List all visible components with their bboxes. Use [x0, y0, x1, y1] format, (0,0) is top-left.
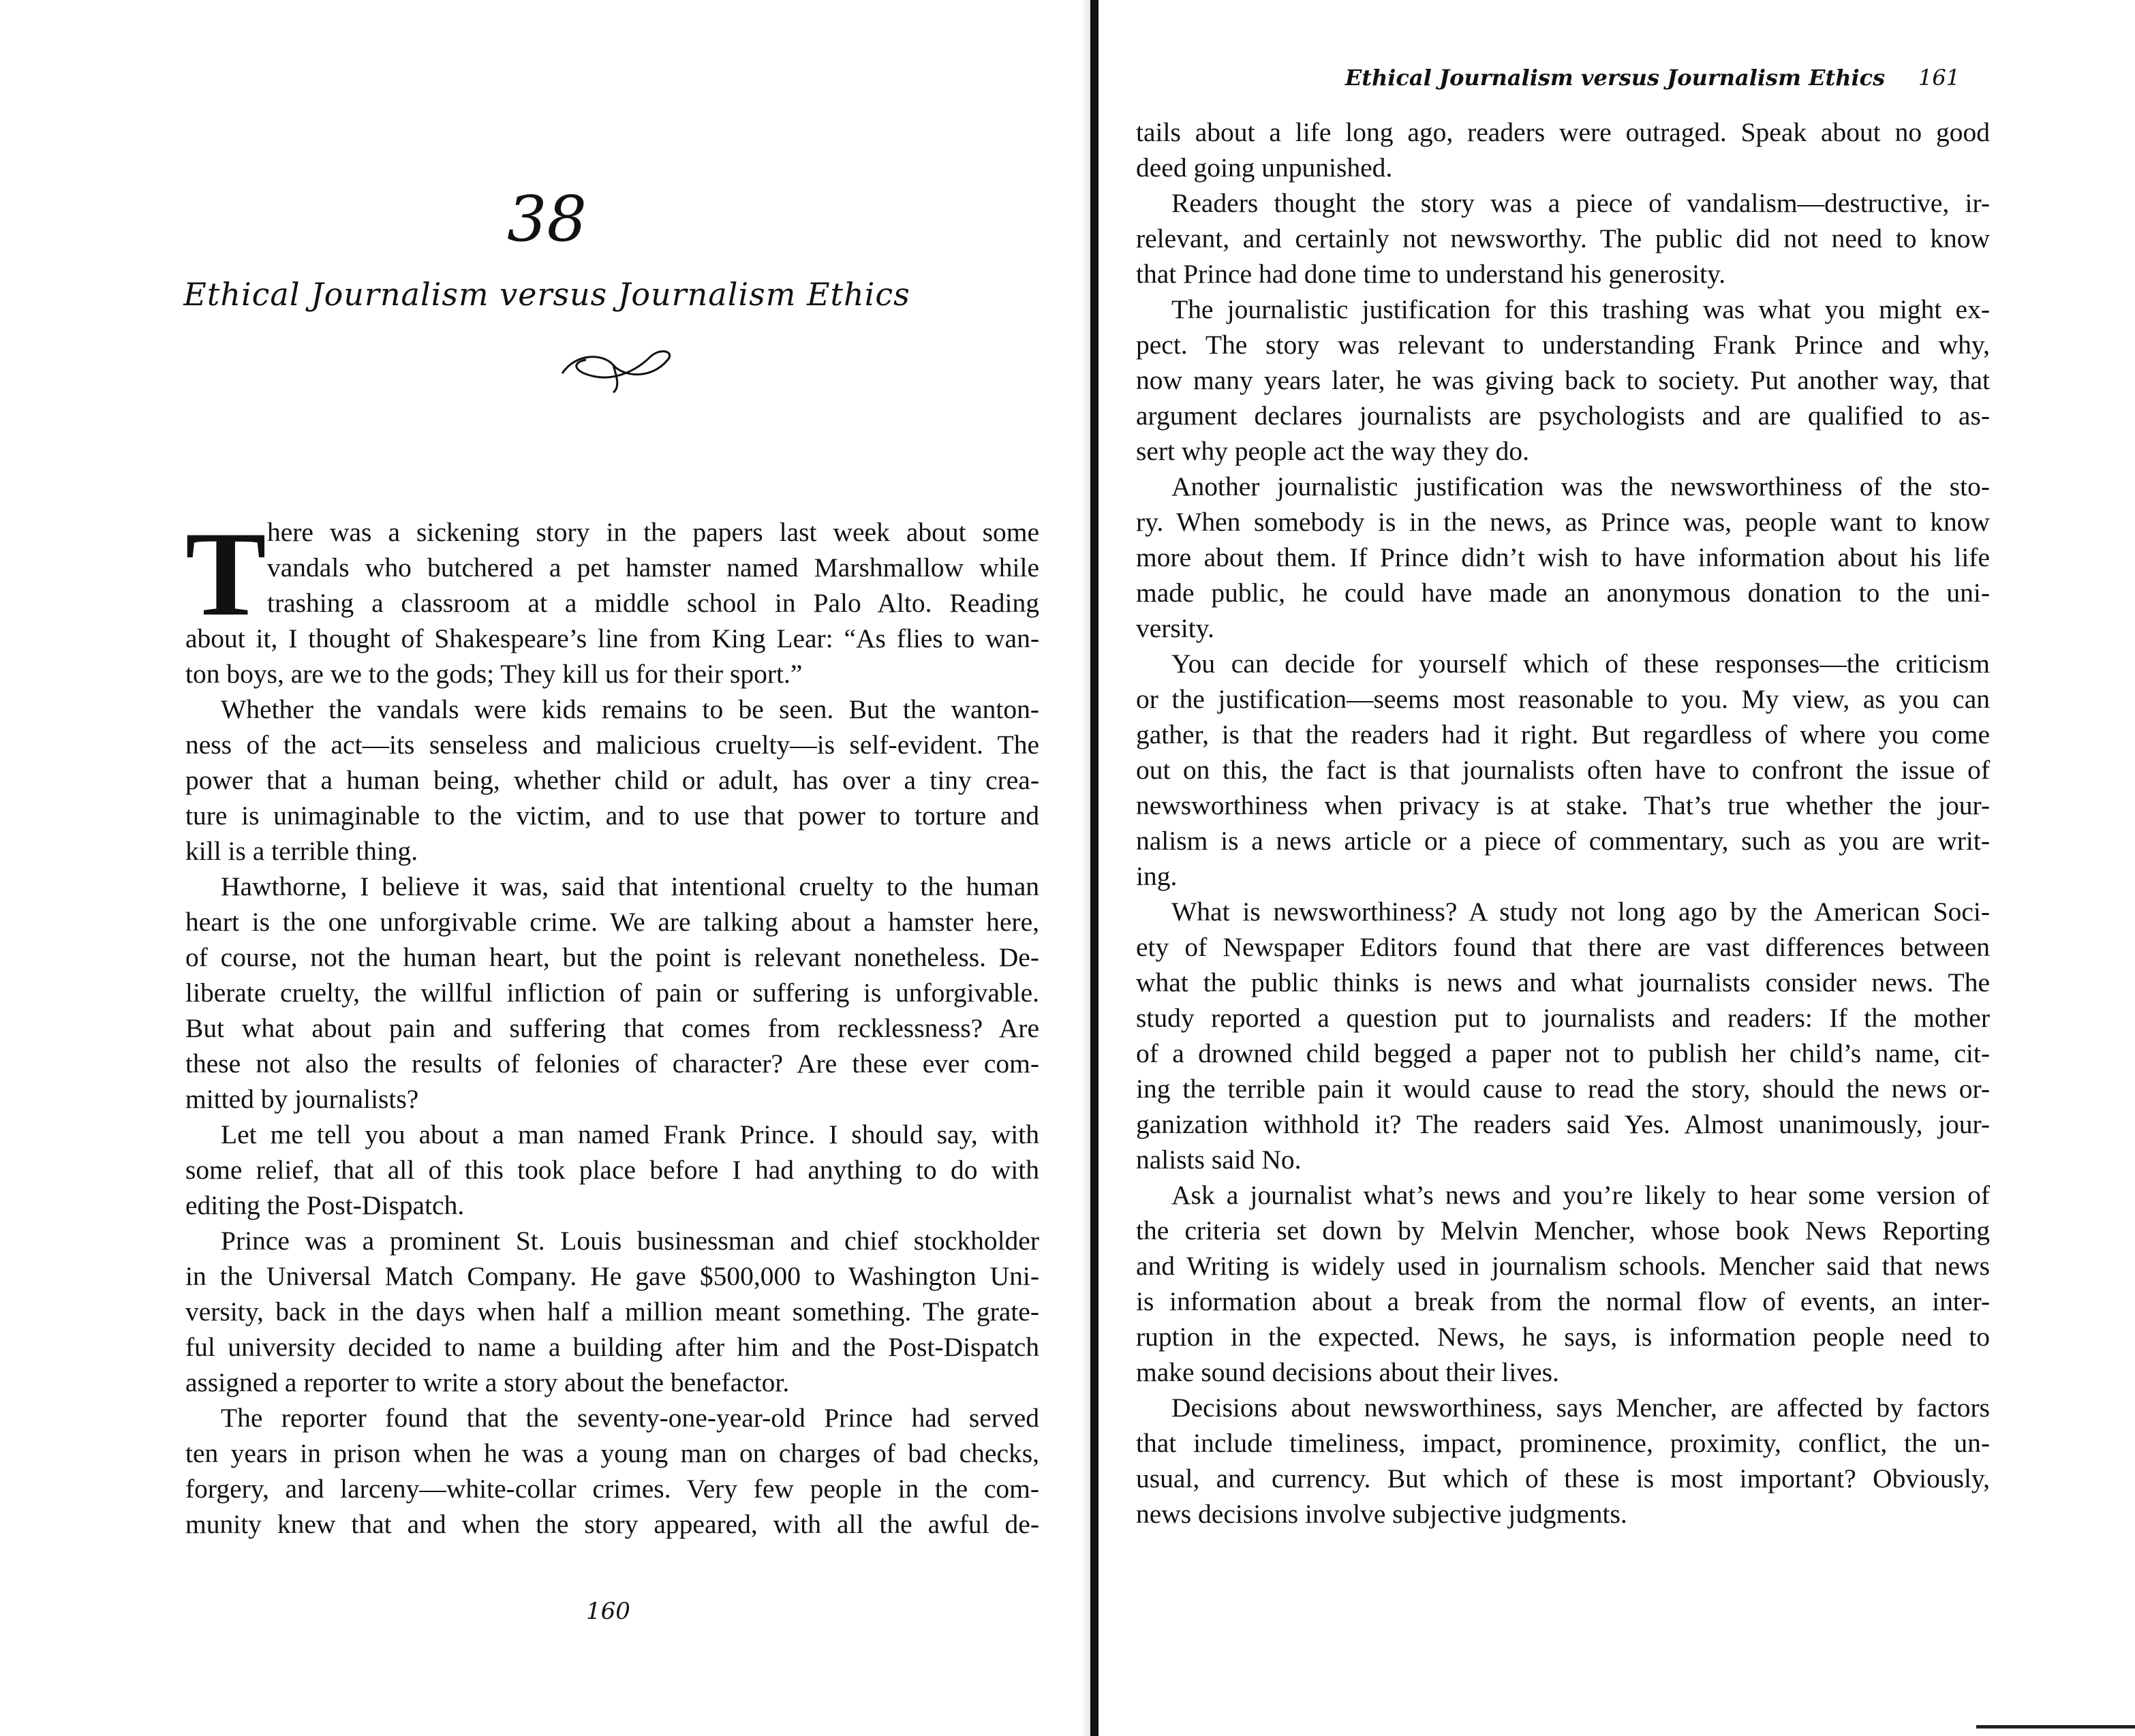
- text-line: Let me tell you about a man named Frank Prince. I should say, with: [221, 1119, 1039, 1149]
- text-line: ing the terrible pain it would cause to read the story, should the news or-: [1136, 1074, 1990, 1104]
- text-line: Readers thought the story was a piece of vandalism—destructive, ir-: [1171, 188, 1990, 218]
- text-line: out on this, the fact is that journalists often have to confront the issue of: [1136, 755, 1990, 785]
- text-line: or the justification—seems most reasonable to you. My view, as you can: [1136, 684, 1990, 714]
- text-line: that include timeliness, impact, prominence, proximity, conflict, the un-: [1136, 1428, 1990, 1458]
- text-line: news decisions involve subjective judgments.: [1136, 1499, 1627, 1529]
- text-line: now many years later, he was giving back to society. Put another way, that: [1136, 365, 1990, 395]
- text-line: of a drowned child begged a paper not to publish her child’s name, cit-: [1136, 1038, 1990, 1068]
- text-line: Ask a journalist what’s news and you’re likely to hear some version of: [1171, 1180, 1990, 1210]
- chapter-title: Ethical Journalism versus Journalism Ethics: [183, 276, 910, 313]
- text-line: here was a sickening story in the papers last week about some: [267, 517, 1039, 547]
- text-line: make sound decisions about their lives.: [1136, 1357, 1559, 1387]
- text-line: mitted by journalists?: [185, 1084, 419, 1114]
- text-line: liberate cruelty, the willful infliction of pain or suffering is unforgivable.: [185, 978, 1039, 1008]
- text-line: Prince was a prominent St. Louis businessman and chief stockholder: [221, 1226, 1039, 1256]
- text-line: made public, he could have made an anonymous donation to the uni-: [1136, 578, 1990, 608]
- text-line: ful university decided to name a building after him and the Post-Dispatch: [185, 1332, 1039, 1362]
- text-line: versity.: [1136, 613, 1214, 643]
- text-line: But what about pain and suffering that comes from recklessness? Are: [185, 1013, 1039, 1043]
- text-line: kill is a terrible thing.: [185, 836, 418, 866]
- text-line: that Prince had done time to understand his generosity.: [1136, 259, 1726, 289]
- text-line: editing the Post-Dispatch.: [185, 1190, 465, 1220]
- text-line: Whether the vandals were kids remains to be seen. But the wanton-: [221, 694, 1039, 724]
- text-line: some relief, that all of this took place before I had anything to do with: [185, 1155, 1039, 1185]
- text-line: more about them. If Prince didn’t wish to have information about his life: [1136, 542, 1990, 572]
- text-line: study reported a question put to journalists and readers: If the mother: [1136, 1003, 1990, 1033]
- chapter-number: 38: [506, 183, 587, 255]
- text-line: ry. When somebody is in the news, as Prince was, people want to know: [1136, 507, 1990, 537]
- text-line: Decisions about newsworthiness, says Mencher, are affected by factors: [1171, 1393, 1990, 1423]
- text-line: ruption in the expected. News, he says, is information people need to: [1136, 1322, 1990, 1352]
- book-gutter: [1090, 0, 1099, 1736]
- text-line: about it, I thought of Shakespeare’s line from King Lear: “As flies to wan-: [185, 623, 1039, 653]
- text-line: in the Universal Match Company. He gave $500,000 to Washington Uni-: [185, 1261, 1039, 1291]
- text-line: gather, is that the readers had it right. But regardless of where you come: [1136, 719, 1990, 749]
- text-line: assigned a reporter to write a story about the benefactor.: [185, 1367, 790, 1397]
- text-line: usual, and currency. But which of these is most important? Obviously,: [1136, 1463, 1990, 1493]
- text-line: You can decide for yourself which of these responses—the criticism: [1171, 649, 1990, 679]
- text-line: deed going unpunished.: [1136, 153, 1393, 183]
- flourish-ornament-icon: [549, 339, 685, 394]
- text-line: ten years in prison when he was a young man on charges of bad checks,: [185, 1438, 1039, 1468]
- page-number-right: 161: [1918, 65, 1961, 91]
- text-line: forgery, and larceny—white-collar crimes. Very few people in the com-: [185, 1474, 1039, 1504]
- text-line: ture is unimaginable to the victim, and to use that power to torture and: [185, 801, 1039, 831]
- text-line: tails about a life long ago, readers were outraged. Speak about no good: [1136, 117, 1990, 147]
- text-line: ness of the act—its senseless and malicious cruelty—is self-evident. The: [185, 730, 1039, 760]
- text-line: argument declares journalists are psychologists and are qualified to as-: [1136, 401, 1990, 431]
- scan-edge-rule: [1976, 1725, 2135, 1729]
- right-body-text: [1136, 114, 1990, 1532]
- text-line: newsworthiness when privacy is at stake. That’s true whether the jour-: [1136, 790, 1990, 820]
- text-line: sert why people act the way they do.: [1136, 436, 1529, 466]
- text-line: trashing a classroom at a middle school in Palo Alto. Reading: [267, 588, 1039, 618]
- text-line: what the public thinks is news and what journalists consider news. The: [1136, 967, 1990, 997]
- right-page: [1104, 0, 2135, 1736]
- text-line: the criteria set down by Melvin Mencher, whose book News Reporting: [1136, 1215, 1990, 1245]
- text-line: heart is the one unforgivable crime. We are talking about a hamster here,: [185, 907, 1039, 937]
- text-line: ety of Newspaper Editors found that there are vast differences between: [1136, 932, 1990, 962]
- text-line: these not also the results of felonies of character? Are these ever com-: [185, 1049, 1039, 1079]
- text-line: power that a human being, whether child or adult, has over a tiny crea-: [185, 765, 1039, 795]
- text-line: ganization withhold it? The readers said Yes. Almost unanimously, jour-: [1136, 1109, 1990, 1139]
- text-line: Hawthorne, I believe it was, said that intentional cruelty to the human: [221, 871, 1039, 901]
- text-line: The journalistic justification for this trashing was what you might ex-: [1171, 294, 1990, 324]
- gutter-shadow: [1081, 0, 1090, 1736]
- text-line: of course, not the human heart, but the point is relevant nonetheless. De-: [185, 942, 1039, 972]
- page-number-left: 160: [586, 1598, 630, 1625]
- left-body-text: [185, 506, 1039, 1542]
- text-line: and Writing is widely used in journalism schools. Mencher said that news: [1136, 1251, 1990, 1281]
- text-line: The reporter found that the seventy-one-year-old Prince had served: [221, 1403, 1039, 1433]
- text-line: What is newsworthiness? A study not long ago by the American Soci-: [1171, 897, 1990, 927]
- text-line: versity, back in the days when half a million meant something. The grate-: [185, 1297, 1039, 1327]
- running-head: Ethical Journalism versus Journalism Ethics: [1345, 65, 1886, 91]
- text-line: relevant, and certainly not newsworthy. The public did not need to know: [1136, 223, 1990, 253]
- text-line: Another journalistic justification was the newsworthiness of the sto-: [1171, 471, 1990, 501]
- text-line: munity knew that and when the story appeared, with all the awful de-: [185, 1509, 1039, 1539]
- text-line: ing.: [1136, 861, 1178, 891]
- text-line: is information about a break from the normal flow of events, an inter-: [1136, 1286, 1990, 1316]
- drop-cap: T: [185, 506, 266, 641]
- text-line: nalism is a news article or a piece of commentary, such as you are writ-: [1136, 826, 1990, 856]
- text-line: nalists said No.: [1136, 1145, 1302, 1175]
- text-line: vandals who butchered a pet hamster named Marshmallow while: [267, 553, 1039, 583]
- text-line: pect. The story was relevant to understanding Frank Prince and why,: [1136, 330, 1990, 360]
- text-line: ton boys, are we to the gods; They kill us for their sport.”: [185, 659, 803, 689]
